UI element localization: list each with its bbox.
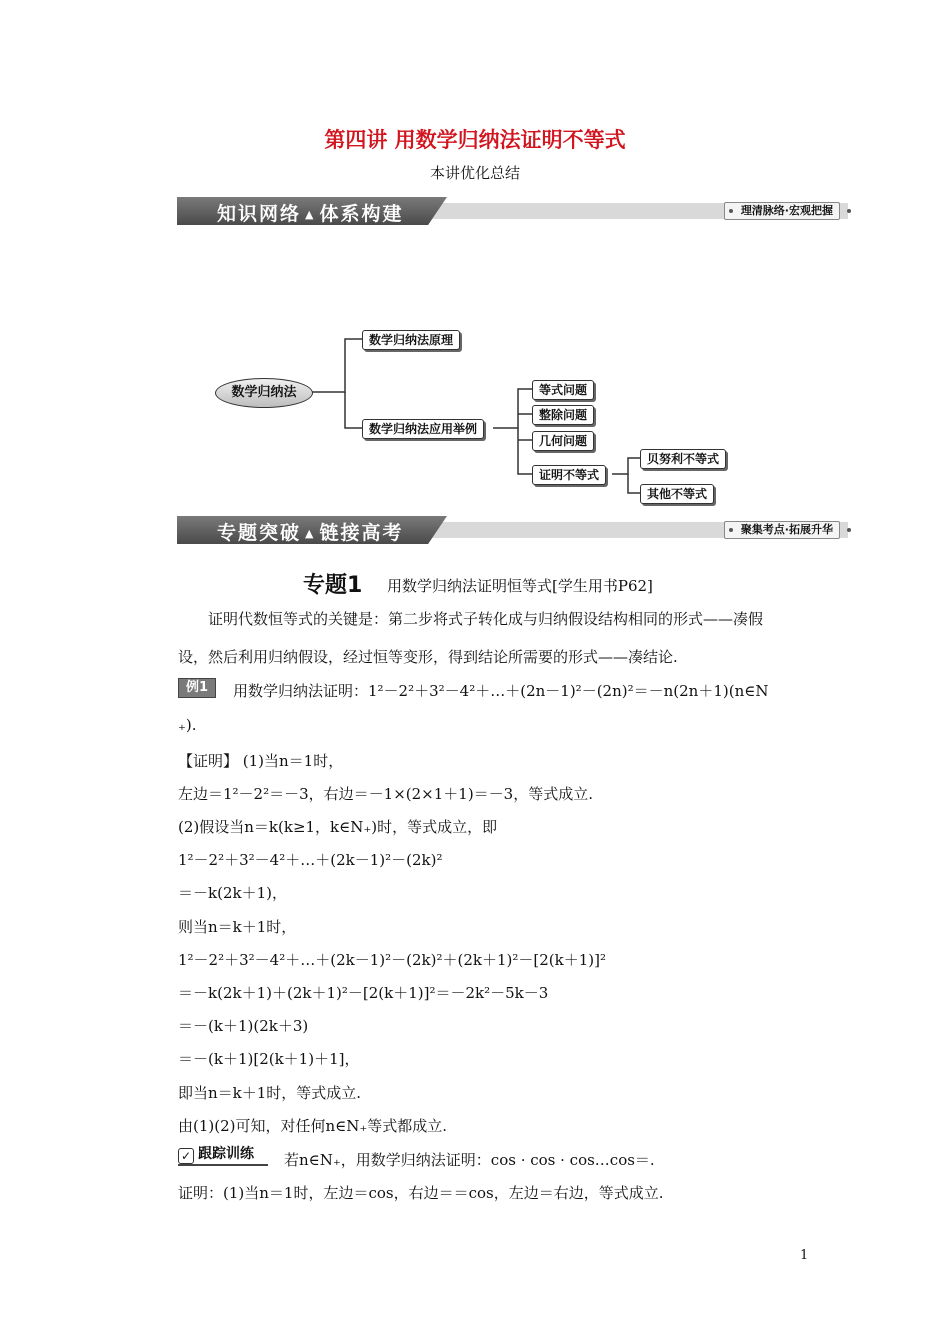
mindmap-root: 数学归纳法 (215, 378, 313, 408)
mindmap-connectors (0, 0, 950, 520)
triangle-icon: ▲ (305, 527, 316, 540)
proof-line: 则当n＝k＋1时， (178, 918, 297, 936)
proof-line: 1²－2²＋3²－4²＋…＋(2k－1)²－(2k)²＋(2k＋1)²－[2(k＋1)]² (178, 951, 606, 969)
track-proof: 证明：(1)当n＝1时，左边＝cos，右边＝＝cos，左边＝右边，等式成立. (178, 1184, 664, 1202)
mindmap-node-geometry: 几何问题 (532, 431, 594, 451)
checkbox-icon: ✓ (178, 1148, 194, 1164)
example-line-1: 用数学归纳法证明：1²－2²＋3²－4²＋…＋(2n－1)²－(2n)²＝－n(2n＋1)(n∈N (233, 682, 769, 700)
mindmap-node-other: 其他不等式 (640, 484, 714, 504)
mindmap-node-equation: 等式问题 (532, 380, 594, 400)
mindmap-node-bernoulli: 贝努利不等式 (640, 449, 726, 469)
page-number: 1 (800, 1248, 809, 1263)
banner-tag: 理清脉络·宏观把握 (724, 202, 840, 220)
banner-heading-left: 专题突破 (217, 522, 302, 544)
example-line-2: ₊). (178, 716, 197, 734)
proof-line: ＝－k(2k＋1)， (178, 884, 287, 902)
proof-line: 【证明】 (1)当n＝1时， (178, 752, 344, 770)
intro-line-2: 设，然后利用归纳假设，经过恒等变形，得到结论所需要的形式——凑结论. (178, 648, 678, 666)
track-problem: 若n∈N₊，用数学归纳法证明：cos · cos · cos…cos＝. (284, 1151, 655, 1169)
topic-title: 用数学归纳法证明恒等式[学生用书P62] (387, 577, 653, 595)
intro-line-1: 证明代数恒等式的关键是：第二步将式子转化成与归纳假设结构相同的形式——凑假 (208, 610, 764, 628)
page-subtitle: 本讲优化总结 (429, 164, 520, 182)
section-banner-topics (177, 516, 848, 544)
banner-heading-right: 链接高考 (319, 522, 404, 544)
mindmap-node-application: 数学归纳法应用举例 (362, 419, 484, 439)
topic-label: 专题1 (303, 573, 363, 598)
proof-line: (2)假设当n＝k(k≥1，k∈N₊)时，等式成立，即 (178, 818, 498, 836)
proof-line: ＝－(k＋1)[2(k＋1)＋1]， (178, 1050, 360, 1068)
banner-heading-right: 体系构建 (319, 203, 404, 225)
banner-tag: 聚集考点·拓展升华 (724, 521, 840, 539)
example-badge: 例1 (178, 678, 216, 698)
proof-line: ＝－(k＋1)(2k＋3) (178, 1017, 309, 1035)
page-title: 第四讲 用数学归纳法证明不等式 (324, 128, 626, 152)
proof-line: ＝－k(2k＋1)＋(2k＋1)²－[2(k＋1)]²＝－2k²－5k－3 (178, 984, 549, 1002)
banner-heading (217, 518, 404, 545)
mindmap-node-principle: 数学归纳法原理 (362, 330, 460, 350)
track-badge-label: 跟踪训练 (198, 1146, 254, 1162)
banner-heading-left: 知识网络 (217, 203, 302, 225)
track-badge (178, 1144, 268, 1166)
mindmap-node-divisibility: 整除问题 (532, 405, 594, 425)
mindmap-node-inequality: 证明不等式 (532, 465, 606, 485)
proof-line: 由(1)(2)可知，对任何n∈N₊等式都成立. (178, 1117, 448, 1135)
proof-line: 即当n＝k＋1时，等式成立. (178, 1084, 362, 1102)
proof-line: 左边＝1²－2²＝－3，右边＝－1×(2×1＋1)＝－3，等式成立. (178, 785, 593, 803)
proof-line: 1²－2²＋3²－4²＋…＋(2k－1)²－(2k)² (178, 851, 443, 869)
triangle-icon: ▲ (305, 208, 316, 221)
